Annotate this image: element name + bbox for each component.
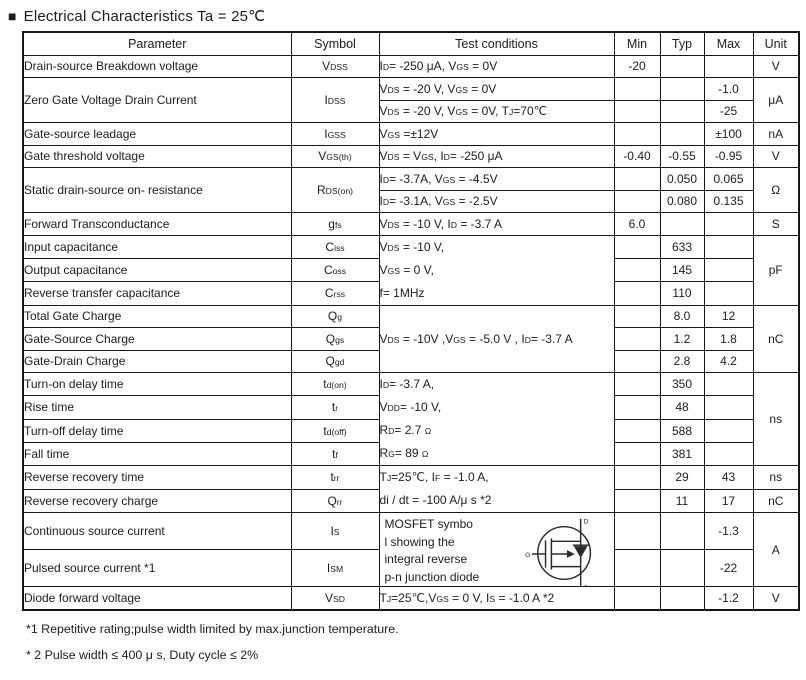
typ-cell: 381 — [660, 442, 704, 465]
row-idss-1 — [23, 78, 799, 101]
cond-cell: VDS = VGS, ID= -250 μA — [379, 145, 614, 168]
col-unit: Unit — [753, 32, 799, 55]
row-qg — [23, 305, 799, 328]
typ-cell — [660, 100, 704, 123]
col-parameter: Parameter — [23, 32, 291, 55]
max-cell: -0.95 — [704, 145, 753, 168]
min-cell — [614, 442, 660, 465]
min-cell — [614, 305, 660, 328]
unit-cell: ns — [753, 466, 799, 490]
cond-line: VDD= -10 V, — [379, 400, 442, 414]
row-vdss — [23, 55, 799, 78]
row-tdon — [23, 373, 799, 396]
max-cell — [704, 282, 753, 305]
min-cell — [614, 235, 660, 258]
cond-line: di / dt = -100 A/μ s *2 — [379, 493, 492, 507]
param-cell: Diode forward voltage — [23, 587, 291, 610]
max-cell — [704, 213, 753, 236]
unit-cell: A — [753, 513, 799, 587]
section-header — [0, 0, 806, 31]
symbol-cell: RDS(on) — [291, 168, 379, 213]
param-cell: Zero Gate Voltage Drain Current — [23, 78, 291, 123]
min-cell — [614, 78, 660, 101]
param-cell: Pulsed source current *1 — [23, 550, 291, 587]
param-cell: Turn-off delay time — [23, 419, 291, 442]
max-cell: -1.2 — [704, 587, 753, 610]
unit-cell: ns — [753, 373, 799, 466]
symbol-cell: VGS(th) — [291, 145, 379, 168]
min-cell — [614, 373, 660, 396]
cond-line: RG= 89 Ω — [379, 446, 429, 460]
cond-line: VGS = 0 V, — [379, 262, 434, 277]
col-max: Max — [704, 32, 753, 55]
param-cell: Forward Transconductance — [23, 213, 291, 236]
typ-cell — [660, 213, 704, 236]
symbol-cell: gfs — [291, 213, 379, 236]
param-cell: Rise time — [23, 396, 291, 419]
body-arrow-icon — [567, 550, 575, 558]
cond-line: f= 1MHz — [379, 285, 425, 300]
min-cell — [614, 419, 660, 442]
max-cell — [704, 442, 753, 465]
max-cell — [704, 258, 753, 281]
typ-cell: 110 — [660, 282, 704, 305]
max-cell: 1.8 — [704, 328, 753, 351]
cond-line: l showing the — [384, 534, 455, 549]
cond-cell: ID= -250 μA, VGS = 0V — [379, 55, 614, 78]
max-cell: -22 — [704, 550, 753, 587]
max-cell: 43 — [704, 466, 753, 490]
row-vgsth — [23, 145, 799, 168]
symbol-cell: trr — [291, 466, 379, 490]
cond-line: ID= -3.7 A, — [379, 377, 435, 391]
cond-cell: VDS = -10 V, ID = -3.7 A — [379, 213, 614, 236]
gate-label: G — [524, 551, 530, 559]
param-cell: Gate-source leadage — [23, 123, 291, 146]
min-cell — [614, 513, 660, 550]
min-cell — [614, 100, 660, 123]
typ-cell: 0.080 — [660, 190, 704, 213]
cond-cell: VGS =±12V — [379, 123, 614, 146]
min-cell: 6.0 — [614, 213, 660, 236]
min-cell — [614, 282, 660, 305]
symbol-cell: IGSS — [291, 123, 379, 146]
footnote-2: * 2 Pulse width ≤ 400 μ s, Duty cycle ≤ 2% — [26, 647, 259, 662]
typ-cell: 48 — [660, 396, 704, 419]
param-cell: Turn-on delay time — [23, 373, 291, 396]
footnotes — [26, 622, 806, 662]
param-cell: Gate-Drain Charge — [23, 350, 291, 373]
row-rdson-1 — [23, 168, 799, 191]
param-cell: Static drain-source on- resistance — [23, 168, 291, 213]
cond-cell: VDS = -10V ,VGS = -5.0 V , ID= -3.7 A — [379, 305, 614, 373]
typ-cell: 11 — [660, 489, 704, 513]
min-cell — [614, 168, 660, 191]
col-symbol: Symbol — [291, 32, 379, 55]
min-cell — [614, 258, 660, 281]
param-cell: Reverse transfer capacitance — [23, 282, 291, 305]
drain-label: D — [583, 518, 588, 526]
symbol-cell: Coss — [291, 258, 379, 281]
symbol-cell: VDSS — [291, 55, 379, 78]
col-test-conditions: Test conditions — [379, 32, 614, 55]
typ-cell — [660, 78, 704, 101]
symbol-cell: IS — [291, 513, 379, 550]
symbol-cell: VSD — [291, 587, 379, 610]
cond-line: integral reverse — [384, 552, 468, 566]
param-cell: Continuous source current — [23, 513, 291, 550]
param-cell: Output capacitance — [23, 258, 291, 281]
page-title: Electrical Characteristics Ta = 25℃ — [23, 8, 266, 25]
max-cell — [704, 55, 753, 78]
min-cell: -20 — [614, 55, 660, 78]
typ-cell: 145 — [660, 258, 704, 281]
max-cell: 0.065 — [704, 168, 753, 191]
footnote-1: *1 Repetitive rating;pulse width limited by max.junction temperature. — [26, 621, 399, 636]
max-cell — [704, 396, 753, 419]
row-ciss — [23, 235, 799, 258]
param-cell: Input capacitance — [23, 235, 291, 258]
header-row — [23, 32, 799, 55]
param-cell: Reverse recovery charge — [23, 489, 291, 513]
row-vsd — [23, 587, 799, 610]
typ-cell: 0.050 — [660, 168, 704, 191]
max-cell: 0.135 — [704, 190, 753, 213]
symbol-cell: td(off) — [291, 419, 379, 442]
max-cell: 12 — [704, 305, 753, 328]
unit-cell: S — [753, 213, 799, 236]
typ-cell: 29 — [660, 466, 704, 490]
symbol-cell: tf — [291, 442, 379, 465]
unit-cell: V — [753, 587, 799, 610]
unit-cell: nA — [753, 123, 799, 146]
symbol-cell: td(on) — [291, 373, 379, 396]
cond-cell — [379, 373, 614, 466]
row-igss — [23, 123, 799, 146]
typ-cell: 8.0 — [660, 305, 704, 328]
param-cell: Fall time — [23, 442, 291, 465]
param-cell: Drain-source Breakdown voltage — [23, 55, 291, 78]
typ-cell — [660, 513, 704, 550]
min-cell — [614, 190, 660, 213]
max-cell — [704, 419, 753, 442]
typ-cell: 350 — [660, 373, 704, 396]
max-cell: -1.0 — [704, 78, 753, 101]
diode-triangle-icon — [573, 546, 587, 558]
cond-line: RD= 2.7 Ω — [379, 423, 432, 437]
cond-cell: ID= -3.1A, VGS = -2.5V — [379, 190, 614, 213]
symbol-cell: tr — [291, 396, 379, 419]
max-cell: ±100 — [704, 123, 753, 146]
section-bullet-icon: ■ — [8, 8, 17, 24]
typ-cell — [660, 123, 704, 146]
param-cell: Total Gate Charge — [23, 305, 291, 328]
typ-cell — [660, 587, 704, 610]
max-cell — [704, 235, 753, 258]
cond-cell — [379, 235, 614, 305]
symbol-cell: Crss — [291, 282, 379, 305]
typ-cell: 1.2 — [660, 328, 704, 351]
max-cell: -1.3 — [704, 513, 753, 550]
col-typ: Typ — [660, 32, 704, 55]
cond-cell — [379, 513, 614, 592]
param-cell: Gate-Source Charge — [23, 328, 291, 351]
row-is — [23, 513, 799, 550]
cond-cell: ID= -3.7A, VGS = -4.5V — [379, 168, 614, 191]
max-cell: -25 — [704, 100, 753, 123]
cond-line: VDS = -10 V, — [379, 239, 445, 254]
typ-cell: -0.55 — [660, 145, 704, 168]
typ-cell: 2.8 — [660, 350, 704, 373]
unit-cell: V — [753, 145, 799, 168]
min-cell — [614, 396, 660, 419]
max-cell — [704, 373, 753, 396]
symbol-cell: IDSS — [291, 78, 379, 123]
max-cell: 17 — [704, 489, 753, 513]
min-cell: -0.40 — [614, 145, 660, 168]
symbol-cell: ISM — [291, 550, 379, 587]
cond-cell: TJ=25℃,VGS = 0 V, IS = -1.0 A *2 — [379, 587, 614, 610]
cond-line: TJ=25℃, IF = -1.0 A, — [379, 470, 489, 484]
unit-cell: nC — [753, 305, 799, 373]
unit-cell: μA — [753, 78, 799, 123]
cond-cell: VDS = -20 V, VGS = 0V — [379, 78, 614, 101]
unit-cell: pF — [753, 235, 799, 305]
min-cell — [614, 328, 660, 351]
max-cell: 4.2 — [704, 350, 753, 373]
col-min: Min — [614, 32, 660, 55]
unit-cell: V — [753, 55, 799, 78]
min-cell — [614, 466, 660, 490]
symbol-cell: Qg — [291, 305, 379, 328]
param-cell: Reverse recovery time — [23, 466, 291, 490]
cond-cell — [379, 466, 614, 513]
symbol-cell: Qrr — [291, 489, 379, 513]
symbol-cell: Qgs — [291, 328, 379, 351]
min-cell — [614, 587, 660, 610]
row-gfs — [23, 213, 799, 236]
electrical-characteristics-table — [22, 31, 800, 611]
min-cell — [614, 123, 660, 146]
min-cell — [614, 350, 660, 373]
typ-cell — [660, 550, 704, 587]
typ-cell — [660, 55, 704, 78]
param-cell: Gate threshold voltage — [23, 145, 291, 168]
typ-cell: 633 — [660, 235, 704, 258]
symbol-cell: Qgd — [291, 350, 379, 373]
min-cell — [614, 489, 660, 513]
source-label: S — [583, 585, 588, 592]
row-trr — [23, 466, 799, 490]
cond-cell: VDS = -20 V, VGS = 0V, TJ=70℃ — [379, 100, 614, 123]
cond-line: p-n junction diode — [384, 569, 480, 584]
cond-line: MOSFET symbo — [384, 517, 473, 531]
min-cell — [614, 550, 660, 587]
unit-cell: Ω — [753, 168, 799, 213]
mosfet-symbol-diagram — [524, 514, 610, 592]
typ-cell: 588 — [660, 419, 704, 442]
symbol-cell: Ciss — [291, 235, 379, 258]
unit-cell: nC — [753, 489, 799, 513]
